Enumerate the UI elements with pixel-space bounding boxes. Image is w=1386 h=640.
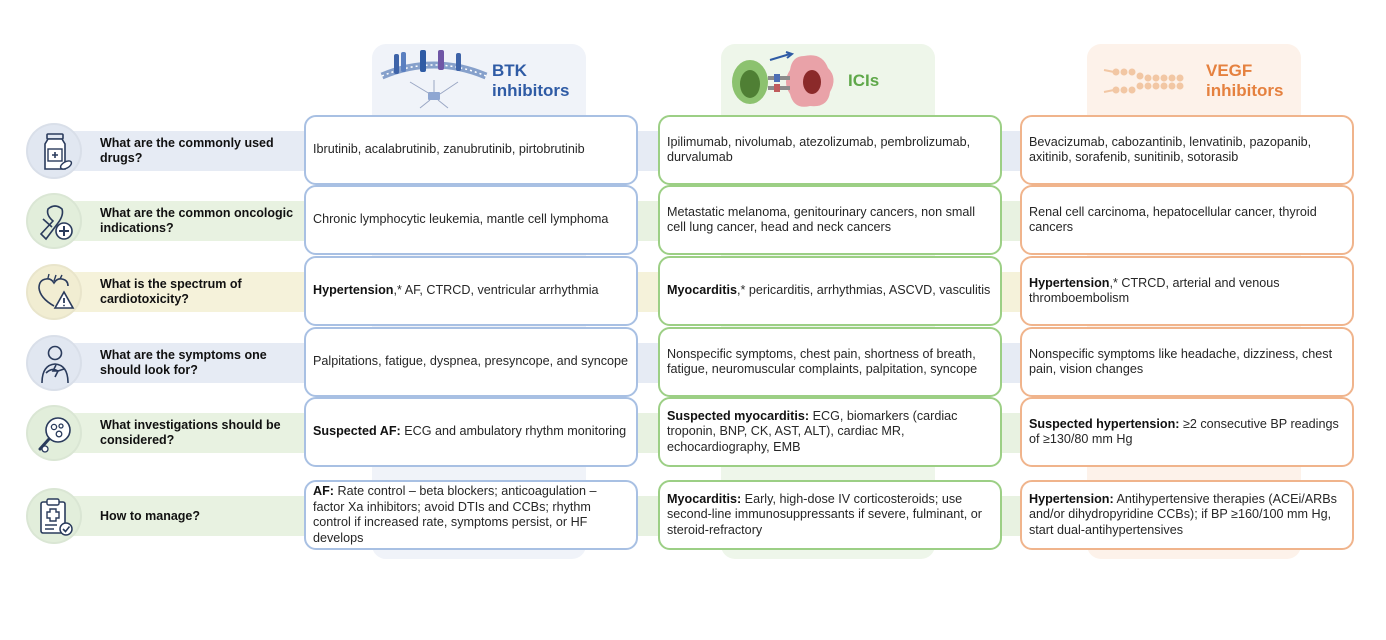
btk-header bbox=[380, 46, 569, 116]
row-question: What investigations should be considered? bbox=[100, 418, 281, 447]
cell-lead: Suspected myocarditis: bbox=[667, 408, 810, 423]
row-icon-circle bbox=[26, 123, 82, 179]
clipboard-medical-icon bbox=[34, 496, 76, 538]
btk-cell bbox=[304, 397, 638, 467]
row-drugs bbox=[26, 115, 1354, 187]
person-chest-pain-icon bbox=[34, 343, 76, 385]
vegf-cell bbox=[1020, 327, 1354, 397]
btk-cell bbox=[304, 256, 638, 326]
cell-text: Nonspecific symptoms like headache, dizziness, chest pain, vision changes bbox=[1029, 346, 1333, 376]
vegf-cell bbox=[1020, 480, 1354, 550]
cell-text: ≥2 consecutive BP readings of ≥130/80 mm Hg bbox=[1029, 416, 1339, 446]
vegf-title: VEGF inhibitors bbox=[1206, 61, 1284, 100]
ici-title: ICIs bbox=[848, 71, 880, 90]
cell-lead: Hypertension: bbox=[1029, 491, 1114, 506]
cell-text: ECG, biomarkers (cardiac troponin, BNP, CK, AST, ALT), cardiac MR, echocardiography, EMB bbox=[667, 408, 958, 454]
vegf-header bbox=[1094, 46, 1283, 116]
row-question: What are the symptoms one should look for? bbox=[100, 348, 267, 377]
btk-title: BTK inhibitors bbox=[492, 61, 570, 100]
row-icon-circle bbox=[26, 335, 82, 391]
vegf-cell bbox=[1020, 115, 1354, 185]
cell-lead: Suspected hypertension: bbox=[1029, 416, 1180, 431]
row-question: What are the common oncologic indications? bbox=[100, 206, 294, 235]
ici-header bbox=[730, 46, 879, 116]
row-icon-circle bbox=[26, 264, 82, 320]
cell-lead: Suspected AF: bbox=[313, 424, 401, 439]
cell-text: Renal cell carcinoma, hepatocellular cancer, thyroid cancers bbox=[1029, 204, 1317, 234]
btk-cell bbox=[304, 185, 638, 255]
row-cardiotoxicity bbox=[26, 256, 1354, 328]
cell-text: Ibrutinib, acalabrutinib, zanubrutinib, pirtobrutinib bbox=[313, 142, 585, 157]
vegf-cell bbox=[1020, 397, 1354, 467]
ici-cell bbox=[658, 115, 1002, 185]
cell-text: ,* AF, CTRCD, ventricular arrhythmia bbox=[393, 283, 599, 298]
cell-text: ,* pericarditis, arrhythmias, ASCVD, vasculitis bbox=[737, 283, 991, 298]
vegf-receptor-chain-icon bbox=[1094, 48, 1202, 114]
cell-text: ,* CTRCD, arterial and venous thromboembolism bbox=[1029, 275, 1280, 305]
ici-cell bbox=[658, 480, 1002, 550]
row-indications bbox=[26, 185, 1354, 257]
btk-cell bbox=[304, 327, 638, 397]
cell-text: Bevacizumab, cabozantinib, lenvatinib, pazopanib, axitinib, sorafenib, sunitinib, sotorasib bbox=[1029, 134, 1312, 164]
medicine-bottle-icon bbox=[34, 131, 76, 173]
ici-cell bbox=[658, 256, 1002, 326]
vegf-cell bbox=[1020, 256, 1354, 326]
cell-text: Early, high-dose IV corticosteroids; use second-line immunosuppressants if severe, fulminant, or steroid-refractory bbox=[667, 491, 982, 537]
magnifier-cells-icon bbox=[34, 413, 76, 455]
cell-lead: Myocarditis: bbox=[667, 491, 742, 506]
btk-cell bbox=[304, 480, 638, 550]
row-icon-circle bbox=[26, 488, 82, 544]
row-question: What is the spectrum of cardiotoxicity? bbox=[100, 277, 242, 306]
ici-cell bbox=[658, 327, 1002, 397]
cell-text: ECG and ambulatory rhythm monitoring bbox=[400, 424, 627, 439]
cell-lead: Hypertension bbox=[1029, 275, 1110, 290]
cell-text: Nonspecific symptoms, chest pain, shortness of breath, fatigue, neuromuscular complaints, palpitation, syncope bbox=[667, 346, 978, 376]
ici-cell bbox=[658, 185, 1002, 255]
btk-cell bbox=[304, 115, 638, 185]
row-management bbox=[26, 480, 1354, 552]
cell-text: Chronic lymphocytic leukemia, mantle cell lymphoma bbox=[313, 212, 609, 227]
cell-lead: Myocarditis bbox=[667, 283, 737, 298]
row-investigations bbox=[26, 397, 1354, 469]
vegf-cell bbox=[1020, 185, 1354, 255]
cell-lead: AF: bbox=[313, 484, 334, 498]
cell-lead: Hypertension bbox=[313, 283, 394, 298]
cancer-ribbon-icon bbox=[34, 201, 76, 243]
t-cell-tumor-cell-icon bbox=[730, 48, 838, 114]
cell-membrane-receptor-icon bbox=[380, 48, 488, 114]
cell-text: Metastatic melanoma, genitourinary cancers, non small cell lung cancer, head and neck cancers bbox=[667, 204, 975, 234]
cell-text: Rate control – beta blockers; anticoagulation – factor Xa inhibitors; avoid DTIs and CCBs; rhythm control if increased rate, symptoms persist, or HF develops bbox=[313, 484, 597, 545]
cell-text: Ipilimumab, nivolumab, atezolizumab, pembrolizumab, durvalumab bbox=[667, 134, 971, 164]
row-icon-circle bbox=[26, 405, 82, 461]
row-symptoms bbox=[26, 327, 1354, 399]
cell-text: Antihypertensive therapies (ACEi/ARBs and/or dihydropyridine CCBs); if BP ≥160/100 mm Hg, start dual-antihypertensives bbox=[1029, 491, 1337, 537]
row-icon-circle bbox=[26, 193, 82, 249]
row-question: What are the commonly used drugs? bbox=[100, 136, 274, 165]
cell-text: Palpitations, fatigue, dyspnea, presyncope, and syncope bbox=[313, 354, 629, 369]
ici-cell bbox=[658, 397, 1002, 467]
row-question: How to manage? bbox=[100, 508, 201, 523]
heart-warning-icon bbox=[34, 272, 76, 314]
